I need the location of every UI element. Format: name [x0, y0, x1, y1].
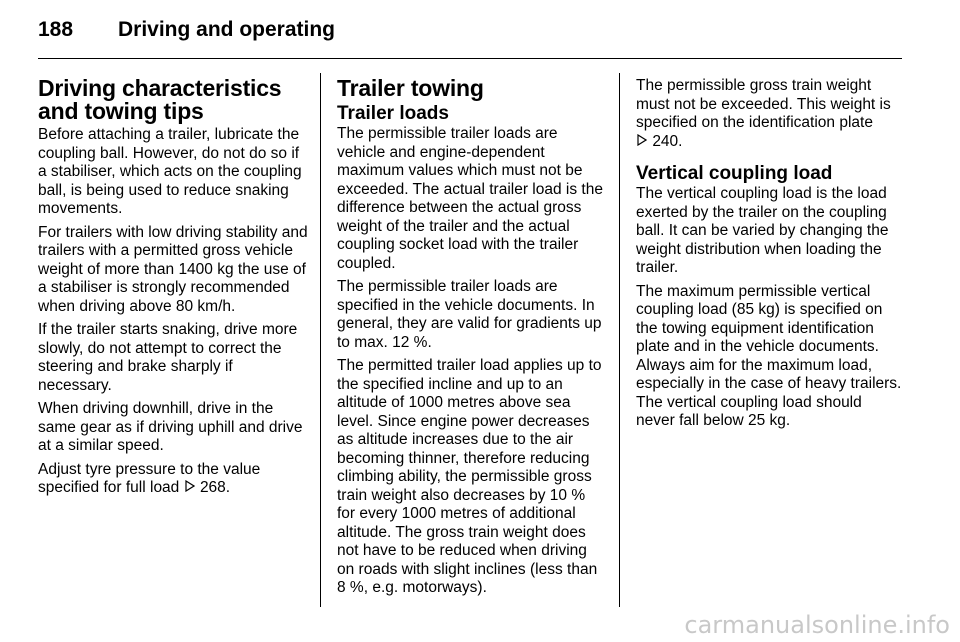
- paragraph: The vertical coupling load is the load exerted by the trailer on the coupling ball. It can be varied by changing the weight distribution when loading the trailer.: [636, 185, 889, 276]
- page-number: 188: [38, 18, 74, 41]
- paragraph-text: The permissible gross train weight must not be exceeded. This weight is specified on the identification plate: [636, 77, 891, 131]
- paragraph: The maximum permissible vertical coupling load (85 kg) is specified on the towing equipment identification plate and in the vehicle documents. Always aim for the maximum load, especially in the case of heavy trailers. The vertical coupling load should never fall below 25 kg.: [636, 282, 902, 429]
- paragraph: The permissible trailer loads are specified in the vehicle documents. In general, they are valid for gradients up to max. 12 %.: [337, 278, 602, 351]
- page-reference-link[interactable]: 268.: [199, 479, 231, 496]
- page-reference-link[interactable]: 240.: [652, 132, 683, 150]
- paragraph: If the trailer starts snaking, drive more slowly, do not attempt to correct the steering and brake sharply if necessary.: [38, 321, 298, 394]
- paragraph-text: Adjust tyre pressure to the value specified for full load: [38, 460, 261, 496]
- section-title: Driving and operating: [118, 18, 336, 41]
- column-right: [636, 77, 904, 436]
- paragraph: Before attaching a trailer, lubricate the coupling ball. However, do not do so if a stabiliser, which acts on the coupling ball, is being used to reduce snaking movements.: [38, 126, 302, 217]
- page-header: [38, 18, 902, 59]
- arrow-reference-icon[interactable]: [184, 479, 196, 498]
- column-divider: [619, 73, 620, 607]
- column-divider: [320, 73, 321, 607]
- column-middle: [337, 77, 603, 603]
- paragraph-with-reference: [636, 77, 904, 151]
- trailer-loads-subheading: Trailer loads: [337, 103, 449, 124]
- watermark-text: carmanualsonline.info: [684, 611, 950, 639]
- column-left: [38, 77, 308, 503]
- paragraph: The permissible trailer loads are vehicle and engine-dependent maximum values which must not be exceeded. The actual trailer load is the difference between the actual gross weight of the trailer and the actual coupling socket load with the trailer coupled.: [337, 125, 603, 272]
- paragraph: The permitted trailer load applies up to the specified incline and up to an altitude of 1000 metres above sea level. Since engine power decreases as altitude increases due to the air becoming thinner, therefore reducing climbing ability, the permissible gross train weight also decreases by 10 % for every 1000 metres of additional altitude. The gross train weight does not have to be reduced when driving on roads with slight inclines (less than 8 %, e.g. motorways).: [337, 357, 602, 596]
- paragraph: For trailers with low driving stability and trailers with a permitted gross vehicle weight of more than 1400 kg the use of a stabiliser is strongly recommended when driving above 80 km/h.: [38, 223, 308, 315]
- paragraph: When driving downhill, drive in the same gear as if driving uphill and drive at a similar speed.: [38, 400, 303, 454]
- arrow-reference-icon[interactable]: [636, 133, 648, 152]
- towing-tips-heading: Driving characteristics and towing tips: [38, 75, 282, 124]
- trailer-towing-heading: Trailer towing: [337, 75, 484, 101]
- vertical-coupling-load-subheading: Vertical coupling load: [636, 163, 833, 184]
- paragraph-with-reference: [38, 461, 308, 498]
